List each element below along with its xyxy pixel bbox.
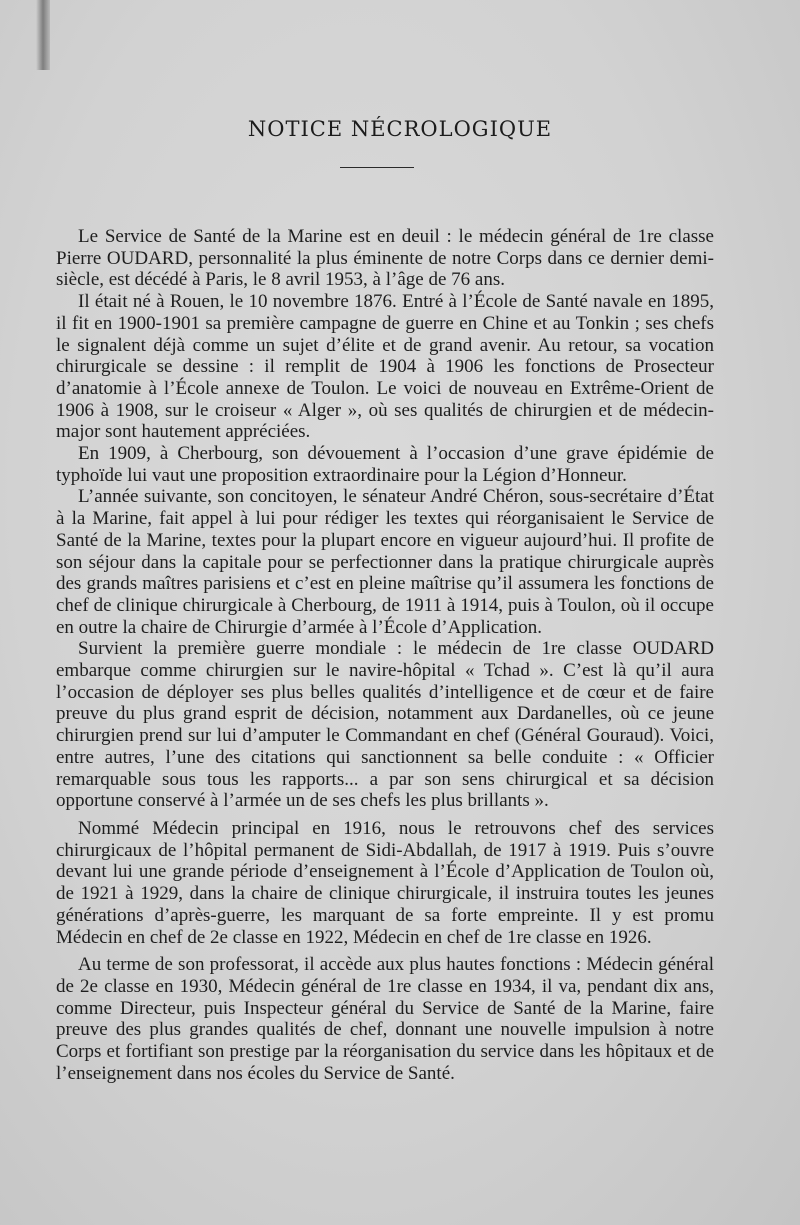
scan-binding-edge: [36, 0, 50, 70]
paragraph-2: Il était né à Rouen, le 10 novembre 1876. Entré à l’École de Santé navale en 1895, il fit en 1900-1901 sa première campagne de guerre en Chine et au Tonkin ; ses chefs le signalent déjà comme un sujet d’élite et de grand avenir. Au retour, sa vocation chirurgicale se dessine : il remplit de 1904 à 1906 les fonctions de Prosecteur d’anatomie à l’École annexe de Toulon. Le voici de nouveau en Extrême-Orient de 1906 à 1908, sur le croiseur « Alger », où ses qualités de chirurgien et de médecin-major sont hautement appréciées.: [56, 291, 714, 443]
paragraph-5: Survient la première guerre mondiale : le médecin de 1re classe OUDARD embarque comme chirurgien sur le navire-hôpital « Tchad ». C’est là qu’il aura l’occasion de déployer ses plus belles qualités d’intelligence et de cœur et de faire preuve du plus grand esprit de décision, notamment aux Dardanelles, où ce jeune chirurgien prend sur lui d’amputer le Commandant en chef (Général Gouraud). Voici, entre autres, l’une des citations qui sanctionnent sa belle conduite : « Officier remarquable sous tous les rapports... a par son sens chirurgical et sa décision opportune conservé à l’armée un de ses chefs les plus brillants ».: [56, 638, 714, 812]
paragraph-7: Au terme de son professorat, il accède aux plus hautes fonctions : Médecin général de 2e classe en 1930, Médecin général de 1re classe en 1934, il va, pendant dix ans, comme Directeur, puis Inspecteur général du Service de Santé de la Marine, faire preuve des plus grandes qualités de chef, donnant une nouvelle impulsion à notre Corps et fortifiant son prestige par la réorganisation du service dans les hôpitaux et de l’enseignement dans nos écoles du Service de Santé.: [56, 954, 714, 1084]
title-divider: [340, 167, 414, 168]
paragraph-3: En 1909, à Cherbourg, son dévouement à l’occasion d’une grave épidémie de typhoïde lui vaut une proposition extraordinaire pour la Légion d’Honneur.: [56, 443, 714, 486]
paragraph-6: Nommé Médecin principal en 1916, nous le retrouvons chef des services chirurgicaux de l’hôpital permanent de Sidi-Abdallah, de 1917 à 1919. Puis s’ouvre devant lui une grande période d’enseignement à l’École d’Application de Toulon où, de 1921 à 1929, dans la chaire de clinique chirurgicale, il instruira toutes les jeunes générations d’après-guerre, les marquant de sa forte empreinte. Il y est promu Médecin en chef de 2e classe en 1922, Médecin en chef de 1re classe en 1926.: [56, 817, 714, 948]
paragraph-4: L’année suivante, son concitoyen, le sénateur André Chéron, sous-secrétaire d’État à la Marine, fait appel à lui pour rédiger les textes qui réorganisaient le Service de Santé de la Marine, textes pour la plupart encore en vigueur aujourd’hui. Il profite de son séjour dans la capitale pour se perfectionner dans la pratique chirurgicale auprès des grands maîtres parisiens et c’est en pleine maîtrise qu’il assumera les fonctions de chef de clinique chirurgicale à Cherbourg, de 1911 à 1914, puis à Toulon, où il occupe en outre la chaire de Chirurgie d’armée à l’École d’Application.: [56, 486, 714, 638]
obituary-body: [56, 226, 714, 1084]
paragraph-1: Le Service de Santé de la Marine est en deuil : le médecin général de 1re classe Pierre OUDARD, personnalité la plus éminente de notre Corps dans ce dernier demi-siècle, est décédé à Paris, le 8 avril 1953, à l’âge de 76 ans.: [56, 226, 714, 291]
page-title: NOTICE NÉCROLOGIQUE: [247, 117, 553, 141]
